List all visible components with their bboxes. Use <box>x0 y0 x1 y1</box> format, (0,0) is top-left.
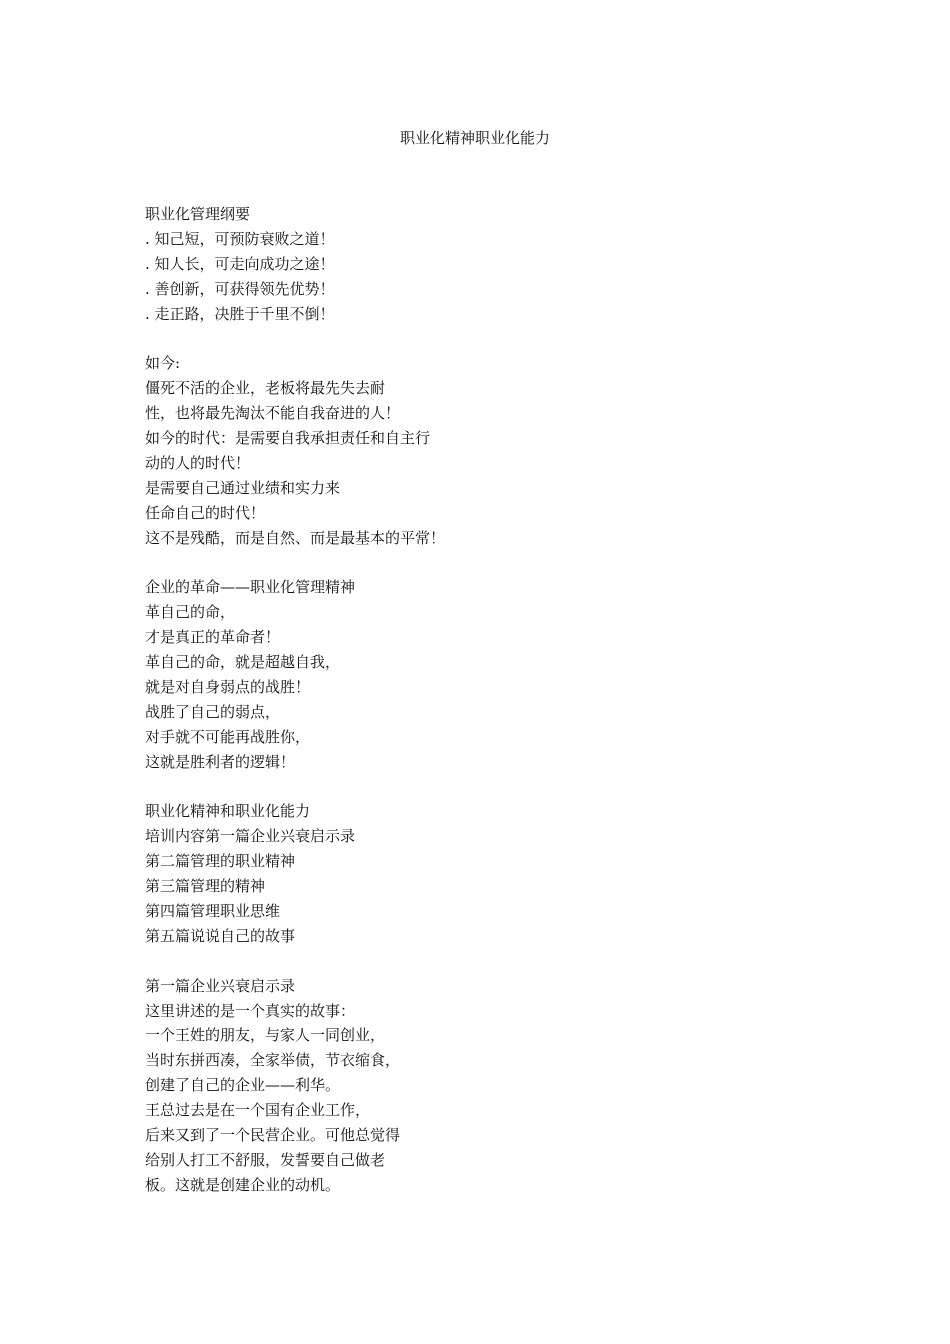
text-line: . 知人长，可走向成功之途！ <box>145 254 335 273</box>
text-line: 任命自己的时代！ <box>145 503 266 522</box>
text-line: . 知己短，可预防衰败之道！ <box>145 229 335 248</box>
text-line: 后来又到了一个民营企业。可他总觉得 <box>145 1125 401 1144</box>
text-line: 当时东拼西凑，全家举债，节衣缩食， <box>145 1051 401 1070</box>
text-line: 一个王姓的朋友，与家人一同创业， <box>145 1026 386 1045</box>
section-nowadays <box>145 351 845 550</box>
text-line: 革自己的命， <box>145 603 236 622</box>
text-line: 第四篇管理职业思维 <box>145 901 281 920</box>
paragraph-gap <box>145 550 845 575</box>
paragraph-gap <box>145 949 845 974</box>
section-outline <box>145 202 845 326</box>
text-line: 王总过去是在一个国有企业工作， <box>145 1101 371 1120</box>
text-line: 第五篇说说自己的故事 <box>145 926 296 945</box>
text-line: 这里讲述的是一个真实的故事： <box>145 1001 356 1020</box>
document-title: 职业化精神职业化能力 <box>399 129 550 147</box>
section-heading: 职业化管理纲要 <box>145 205 251 223</box>
section-chapter-one <box>145 974 845 1198</box>
text-line: 革自己的命，就是超越自我， <box>145 653 341 672</box>
text-line: 就是对自身弱点的战胜！ <box>145 677 311 696</box>
section-revolution <box>145 575 845 774</box>
text-line: 性，也将最先淘汰不能自我奋进的人！ <box>145 404 401 423</box>
paragraph-gap <box>145 326 845 351</box>
text-line: . 善创新，可获得领先优势！ <box>145 279 335 298</box>
text-line: 板。这就是创建企业的动机。 <box>145 1175 341 1194</box>
text-line: 才是真正的革命者！ <box>145 628 281 647</box>
text-line: 第三篇管理的精神 <box>145 877 266 896</box>
text-line: 这就是胜利者的逻辑！ <box>145 752 296 771</box>
document-body <box>145 202 845 1198</box>
text-line: 给别人打工不舒服，发誓要自己做老 <box>145 1150 386 1169</box>
text-line: 是需要自己通过业绩和实力来 <box>145 478 341 497</box>
text-line: 如今的时代：是需要自我承担责任和自主行 <box>145 429 431 448</box>
text-line: 这不是残酷，而是自然、而是最基本的平常！ <box>145 528 446 547</box>
section-heading: 第一篇企业兴衰启示录 <box>145 976 296 995</box>
section-training-contents <box>145 799 845 948</box>
text-line: 对手就不可能再战胜你， <box>145 727 311 746</box>
text-line: 培训内容第一篇企业兴衰启示录 <box>145 827 356 846</box>
section-heading: 职业化精神和职业化能力 <box>145 802 311 821</box>
text-line: 战胜了自己的弱点， <box>145 702 281 721</box>
section-heading: 如今: <box>145 354 181 373</box>
text-line: 第二篇管理的职业精神 <box>145 852 296 871</box>
section-heading: 企业的革命——职业化管理精神 <box>145 578 356 597</box>
text-line: . 走正路，决胜于千里不倒！ <box>145 304 335 323</box>
text-line: 创建了自己的企业——利华。 <box>145 1076 341 1095</box>
text-line: 动的人的时代！ <box>145 453 251 472</box>
text-line: 僵死不活的企业，老板将最先失去耐 <box>145 379 386 398</box>
paragraph-gap <box>145 774 845 799</box>
